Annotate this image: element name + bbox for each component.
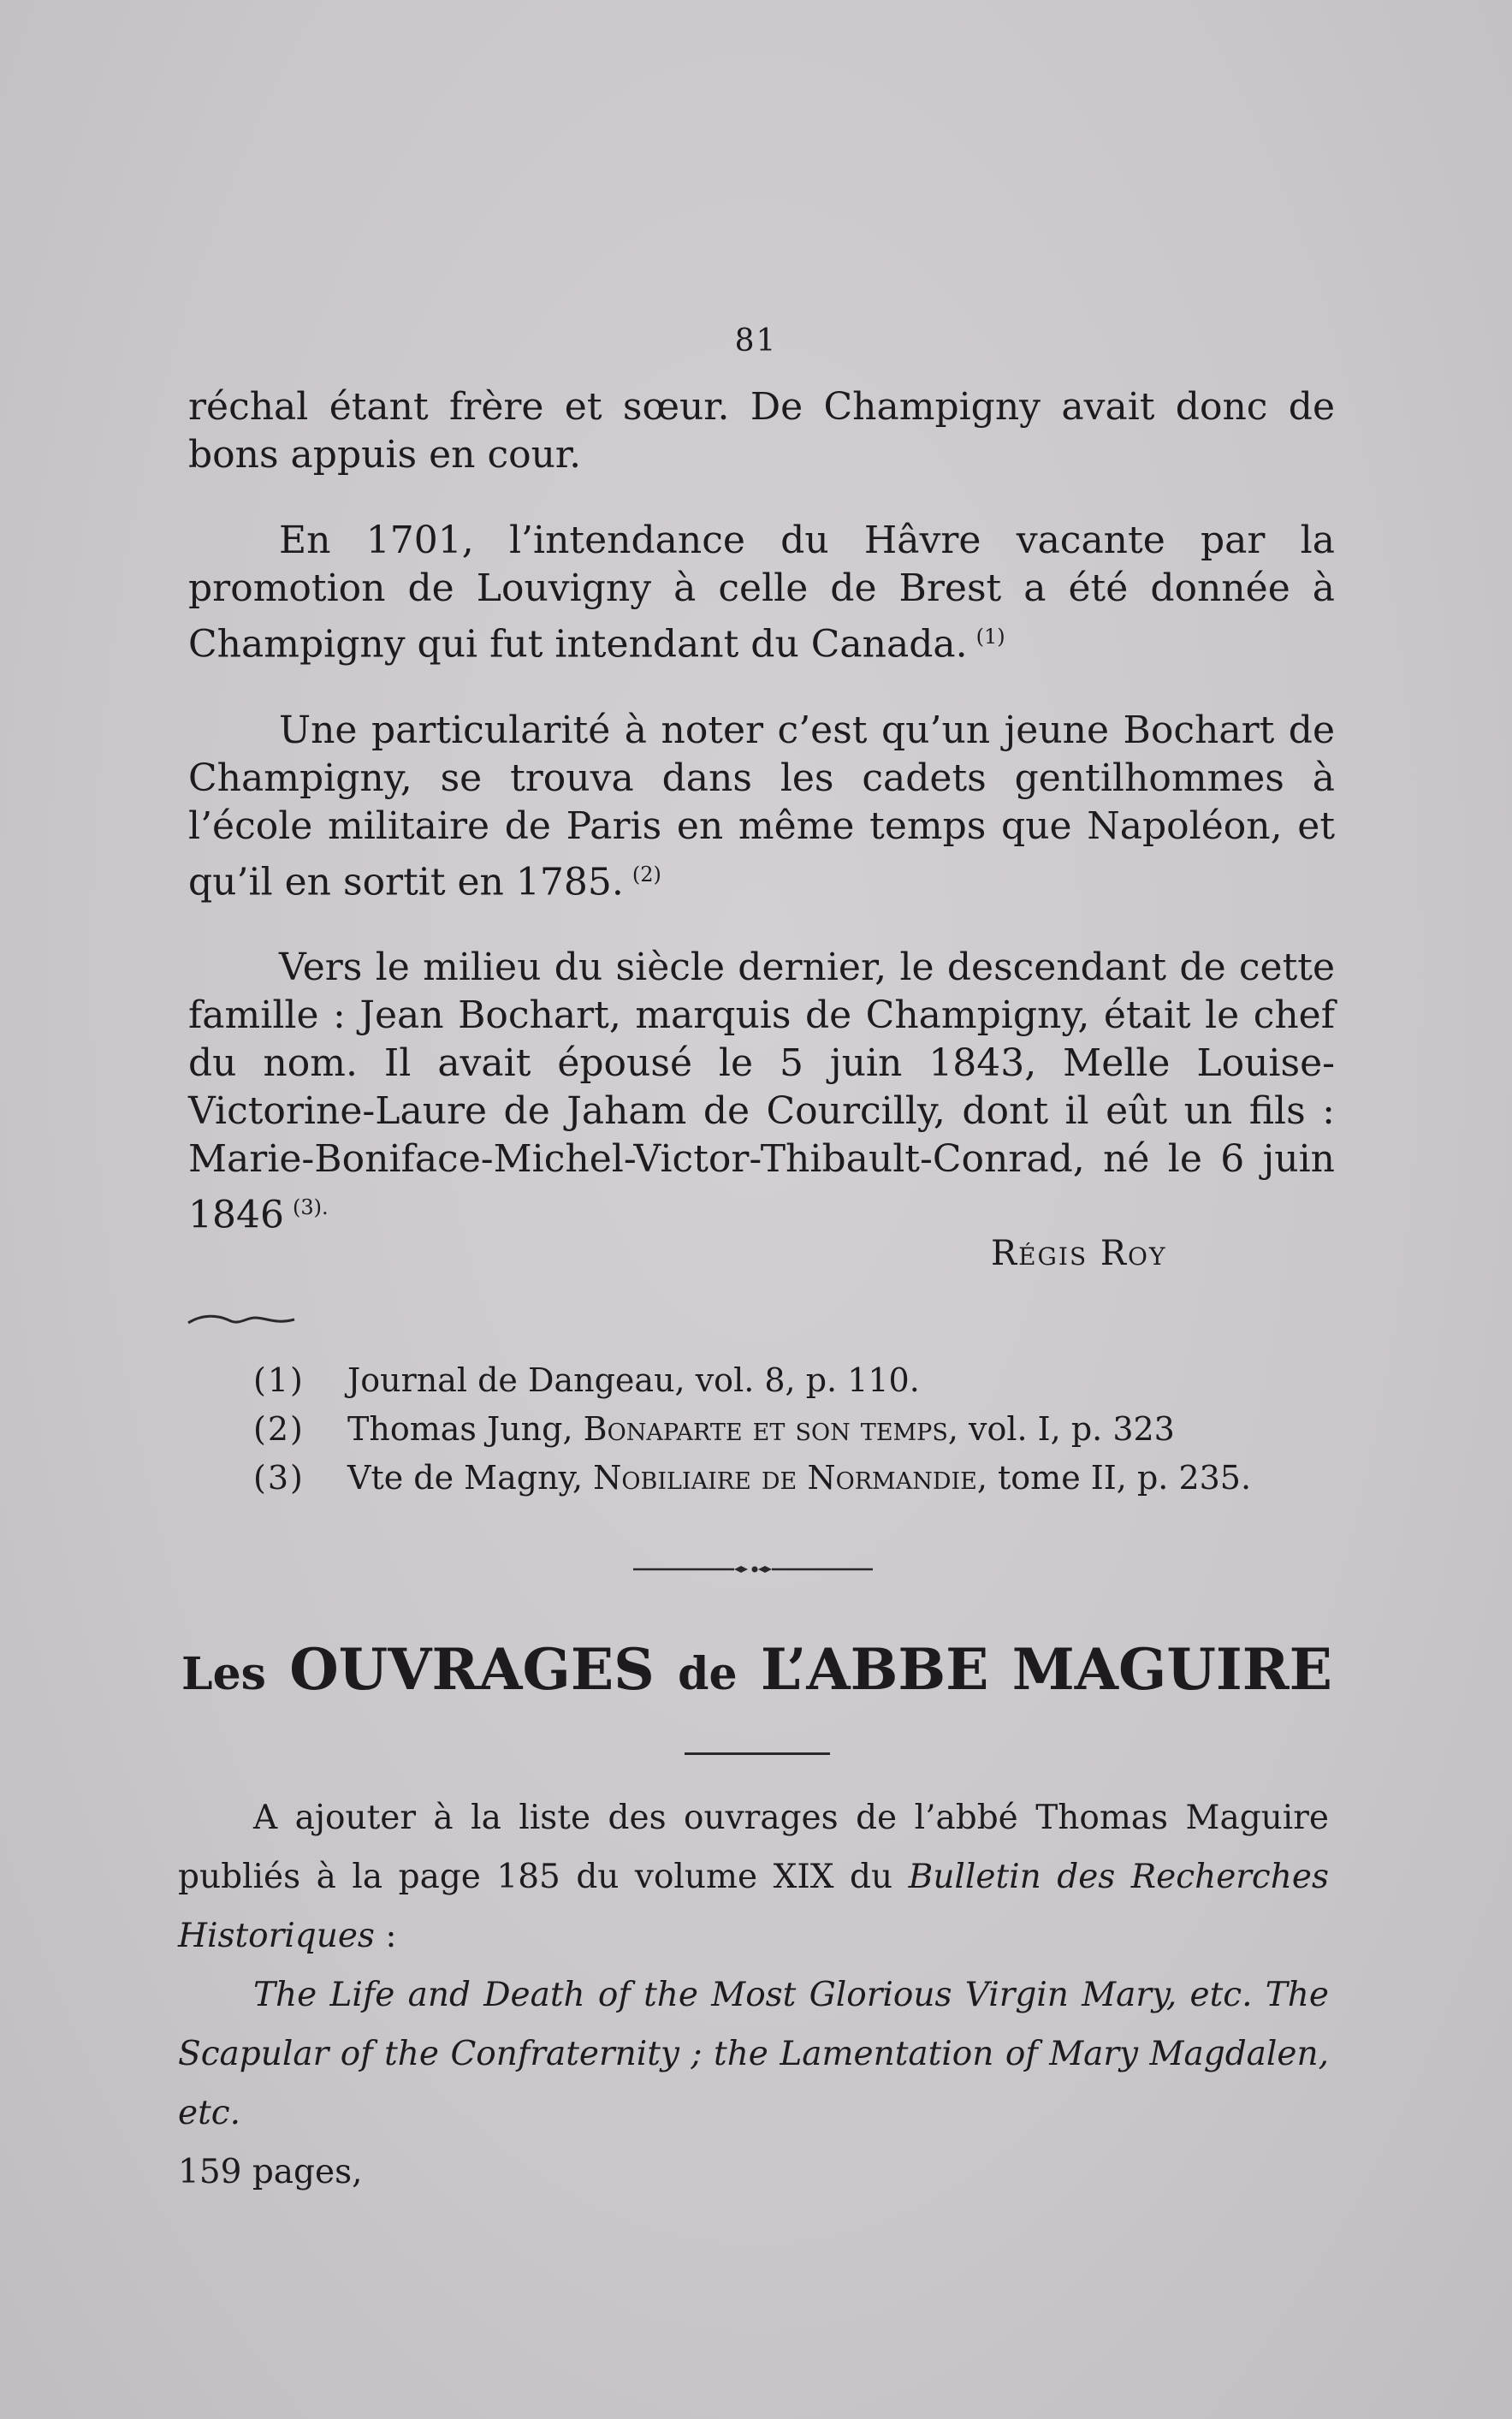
footnote-1 [253,1356,1340,1405]
entry-title: The Life and Death of the Most Glorious Virgin Mary, etc. The Scapular of the Confraternity ; the Lamentation of Mary Magdalen, etc. [178,1976,1329,2132]
page-number: 81 [734,323,778,359]
footnotes [253,1356,1340,1503]
paragraph-3-text: Une particularité à noter c’est qu’un jeune Bochart de Champigny, se trouva dans les cadets gentilhommes à l’école militaire de Paris en même temps que Napoléon, et qu’il en sortit en 1785. [188,708,1335,904]
footnote-ref-2: (2) [631,862,661,886]
journal-title: Bulletin des Recherches Historiques [178,1858,1329,1955]
footnote-citation: vol. I, p. 323 [969,1410,1175,1448]
article-title [181,1636,1332,1703]
footnote-author: Vte de Magny, [347,1459,584,1497]
footnote-number: (1) [253,1361,305,1399]
article-body [178,1788,1329,2202]
title-word: de [678,1648,738,1700]
section-divider-ornament [633,1559,873,1580]
paragraph-2 [188,517,1335,669]
footnote-ref-3: (3). [292,1195,329,1220]
footnote-source: Journal de Dangeau, [347,1361,685,1399]
author-signature: Régis Roy [991,1234,1167,1273]
intro-paragraph [178,1788,1329,1965]
paragraph-4 [188,944,1335,1240]
footnote-number: (2) [253,1410,305,1448]
footnote-3 [253,1454,1340,1503]
paragraph-1 [188,383,1335,479]
paragraph-4-text: Vers le milieu du siècle dernier, le descendant de cette famille : Jean Bochart, marquis de Champigny, était le chef du nom. Il avait épousé le 5 juin 1843, Melle Louise-Victorine-Laure de Jaham de Courcilly, dont il eût un fils : Marie-Boniface-Michel-Victor-Thibault-Conrad, né le 6 juin 1846 [188,946,1335,1237]
intro-punctuation: : [374,1917,397,1955]
footnote-work-title: Bonaparte et son temps, [583,1410,958,1448]
entry-pages-paragraph [178,2143,1329,2202]
article-continuation [188,383,1335,1278]
title-word: Les [181,1648,266,1700]
paragraph-1-text: réchal étant frère et sœur. De Champigny avait donc de bons appuis en cour. [188,385,1335,477]
title-word: L’ABBE [760,1636,989,1703]
paragraph-2-text: En 1701, l’intendance du Hâvre vacante par la promotion de Louvigny à celle de Brest a été donnée à Champigny qui fut intendant du Canada. [188,519,1335,667]
footnote-ref-1: (1) [975,625,1005,649]
footnote-2 [253,1405,1340,1454]
footnote-work-title: Nobiliaire de Normandie, [593,1459,987,1497]
title-underline [685,1752,830,1755]
footnote-author: Thomas Jung, [347,1410,573,1448]
footnote-citation: tome II, p. 235. [998,1459,1252,1497]
entry-pages: 159 pages, [178,2153,363,2191]
footnote-citation: vol. 8, p. 110. [695,1361,920,1399]
footnote-number: (3) [253,1459,305,1497]
paragraph-3 [188,707,1335,907]
intro-text: A ajouter à la liste des ouvrages de l’abbé Thomas Maguire publiés à la page 185 du volume XIX du [178,1799,1329,1896]
entry-paragraph [178,1965,1329,2143]
title-word: OUVRAGES [289,1636,655,1703]
swash-ornament [187,1309,296,1330]
title-word: MAGUIRE [1011,1636,1332,1703]
